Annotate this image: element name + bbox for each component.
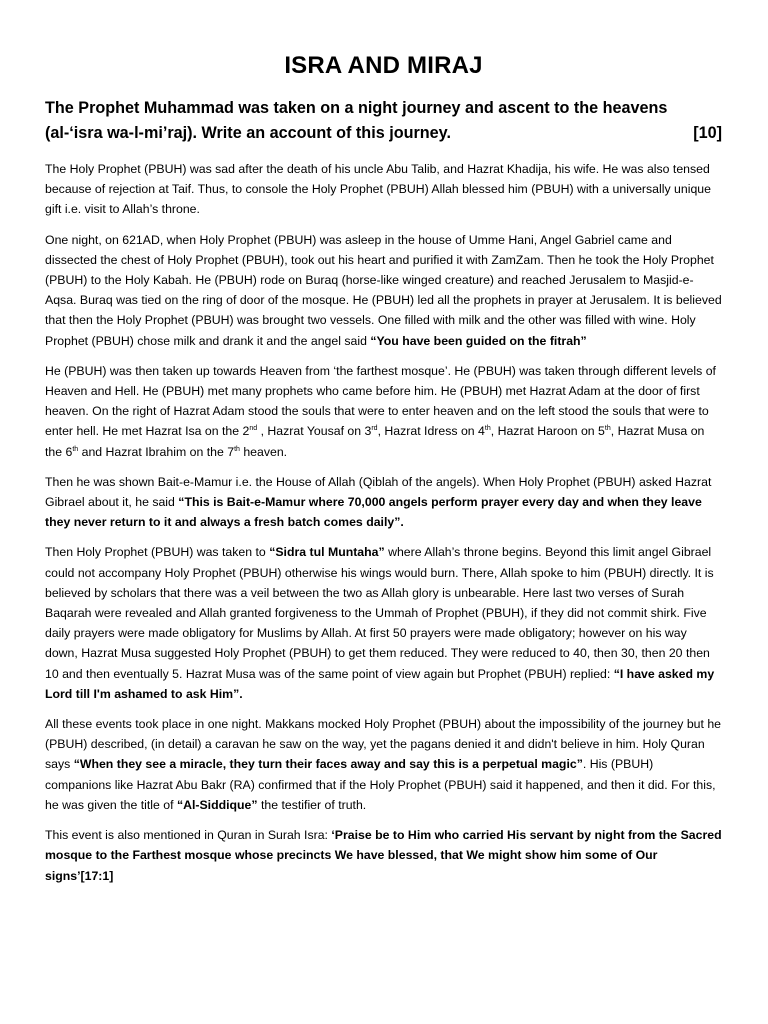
ordinal-5-sup: th	[604, 425, 611, 433]
paragraph-5-text: where Allah’s throne begins. Beyond this limit angel Gibrael could not accompany Holy Prophet (PBUH) otherwise his wings would burn. There, Allah spoke to him (PBUH) directly. It is believed by scholars that there was a veil between the two as Allah glory is unbearable. Here last two verses of Surah Baqarah were revealed and Allah granted forgiveness to the Ummah of Prophet (PBUH), if they did not commit shirk. Five daily prayers were made obligatory for Muslims by Allah. At first 50 prayers were made obligatory; however on his way down, Hazrat Musa suggested Holy Prophet (PBUH) to get them reduced. They were reduced to 40, then 30, then 20 then 10 and then eventually 5. Hazrat Musa was of the same point of view again but Prophet (PBUH) replied:	[45, 545, 714, 681]
paragraph-1	[45, 159, 722, 220]
paragraph-6-text-2: . His (PBUH) companions like Hazrat Abu Bakr (RA) confirmed that if the Holy Prophet (PBUH) said it happened, and then it did. For this, he was given the title of	[45, 757, 716, 812]
paragraph-3-t7: heaven.	[239, 444, 288, 459]
paragraph-5	[45, 542, 722, 704]
paragraph-6	[45, 714, 722, 815]
ordinal-2-sup: nd	[249, 425, 258, 433]
paragraph-3-t6: and Hazrat Ibrahim on the 7	[78, 444, 235, 459]
paragraph-2-text: One night, on 621AD, when Holy Prophet (PBUH) was asleep in the house of Umme Hani, Angel Gabriel came and dissected the chest of Holy Prophet (PBUH), took out his heart and purified it with ZamZam. Then he took the Holy Prophet (PBUH) to the Holy Kabah. He (PBUH) rode on Buraq (horse-like winged creature) and reached Jerusalem to Masjid-e-Aqsa. Buraq was tied on the ring of door of the mosque. He (PBUH) led all the prophets in prayer at Jerusalem. It is believed that then the Holy Prophet (PBUH) was brought two vessels. One filled with milk and the other was filled with wine. Holy Prophet (PBUH) chose milk and drank it and the angel said	[45, 232, 722, 348]
paragraph-3-t5: , Hazrat Musa on the 6	[45, 424, 705, 459]
paragraph-2-quote: “You have been guided on the fitrah”	[370, 333, 587, 348]
paragraph-1-text: The Holy Prophet (PBUH) was sad after the death of his uncle Abu Talib, and Hazrat Khadija, his wife. He was also tensed because of rejection at Taif. Thus, to console the Holy Prophet (PBUH) Allah blessed him (PBUH) with a universally unique gift i.e. visit to Allah’s throne.	[45, 162, 711, 217]
ordinal-4-sup: th	[484, 425, 491, 433]
ordinal-7-sup: th	[234, 445, 240, 453]
paragraph-4-quote: “This is Bait-e-Mamur where 70,000 angels perform prayer every day and when they leave they never return to it and always a fresh batch comes daily”.	[45, 495, 702, 530]
paragraph-7-quote: ‘Praise be to Him who carried His servant by night from the Sacred mosque to the Farthest mosque whose precincts We have blessed, that We might show him some of Our signs’[17:1]	[45, 828, 722, 883]
paragraph-5-quote-2: “I have asked my Lord till I'm ashamed to ask Him”.	[45, 666, 715, 701]
paragraph-6-text-3: the testifier of truth.	[257, 797, 367, 812]
question-marks: [10]	[693, 124, 722, 142]
paragraph-5-lead: Then Holy Prophet (PBUH) was taken to	[45, 545, 270, 560]
paragraph-4	[45, 472, 722, 533]
paragraph-6-text: All these events took place in one night. Makkans mocked Holy Prophet (PBUH) about the impossibility of the journey but he (PBUH) described, (in detail) a caravan he saw on the way, yet the pagans denied it and didn't believe in him. Holy Quran says	[45, 717, 722, 772]
paragraph-3-intro: He (PBUH) was then taken up towards Heaven from ‘the farthest mosque’. He (PBUH) was taken through different levels of Heaven and Hell. He (PBUH) met many prophets who came before him. He (PBUH) met Hazrat Adam at the door of first heaven. On the right of Hazrat Adam stood the souls that were to enter heaven and on the left stood the souls that were to enter hell. He met Hazrat Isa on the 2	[45, 363, 716, 439]
paragraph-3-t4: , Hazrat Haroon on 5	[490, 424, 605, 439]
question-text: The Prophet Muhammad was taken on a night journey and ascent to the heavens (al-‘isra wa-l-mi’raj). Write an account of this journey.	[45, 99, 668, 142]
ordinal-6-sup: th	[72, 445, 79, 453]
paragraph-3-t2: , Hazrat Yousaf on 3	[257, 424, 372, 439]
paragraph-3-t3: , Hazrat Idress on 4	[377, 424, 485, 439]
paragraph-7	[45, 825, 722, 886]
paragraph-6-quote-1: “When they see a miracle, they turn their faces away and say this is a perpetual magic”	[73, 757, 583, 772]
ordinal-3-sup: rd	[371, 425, 378, 433]
paragraph-2	[45, 230, 722, 351]
question-heading	[45, 96, 722, 146]
paragraph-3	[45, 361, 722, 462]
paragraph-6-quote-2: “Al-Siddique”	[176, 797, 258, 812]
paragraph-5-quote-1: “Sidra tul Muntaha”	[269, 545, 385, 560]
paragraph-4-text: Then he was shown Bait-e-Mamur i.e. the House of Allah (Qiblah of the angels). When Holy Prophet (PBUH) asked Hazrat Gibrael about it, he said	[45, 474, 712, 510]
page-title: ISRA AND MIRAJ	[284, 52, 483, 79]
paragraph-7-text: This event is also mentioned in Quran in Surah Isra:	[45, 828, 332, 843]
